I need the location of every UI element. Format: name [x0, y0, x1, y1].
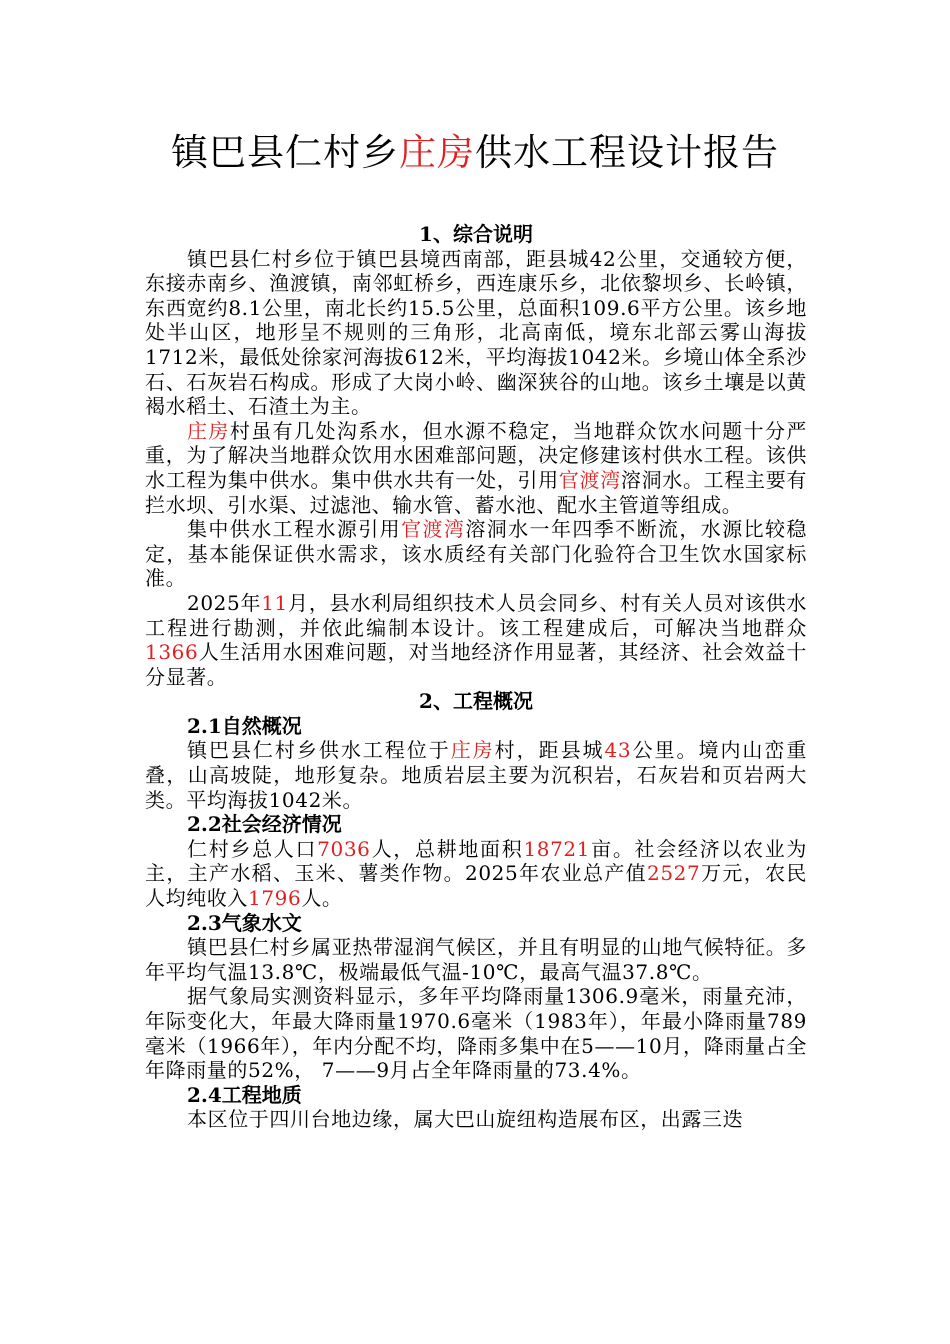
section-2-3-heading: 2.3气象水文 — [187, 910, 302, 935]
income-value: 1796 — [248, 886, 302, 911]
output-value: 2527 — [647, 861, 701, 886]
farmland-value: 18721 — [523, 836, 591, 861]
water-source-name: 官渡湾 — [401, 517, 466, 542]
section-2-4-heading: 2.4工程地质 — [187, 1082, 302, 1107]
section-2-1-paragraph: 镇巴县仁村乡供水工程位于庄房村，距县城43公里。境内山峦重叠，山高坡陡，地形复杂。地质岩层主要为沉积岩，石灰岩和页岩两大类。平均海拔1042米。 — [145, 738, 807, 812]
title-part1: 镇巴县仁村乡 — [171, 131, 399, 174]
section-2-3-paragraph-2: 据气象局实测资料显示，多年平均降雨量1306.9毫米，雨量充沛，年际变化大，年最大降雨量1970.6毫米（1983年），年最小降雨量789毫米（1966年），年内分配不均，降雨多集中在5——10月，降雨量占全年降雨量的52%， 7——9月占全年降雨量的73.4%。 — [145, 984, 807, 1083]
population-value: 7036 — [317, 836, 371, 861]
beneficiary-count: 1366 — [145, 640, 199, 665]
section-2-2-paragraph: 仁村乡总人口7036人，总耕地面积18721亩。社会经济以农业为主，主产水稻、玉米、薯类作物。2025年农业总产值2527万元，农民人均纯收入1796人。 — [145, 836, 808, 911]
section-2-3-paragraph-1: 镇巴县仁村乡属亚热带湿润气候区，并且有明显的山地气候特征。多年平均气温13.8℃，极端最低气温-10℃，最高气温37.8℃。 — [145, 935, 807, 984]
section-2-2-heading: 2.2社会经济情况 — [187, 812, 342, 837]
distance-value: 43 — [604, 738, 632, 763]
section-1-paragraph-4: 2025年11月，县水利局组织技术人员会同乡、村有关人员对该供水工程进行勘测，并依此编制本设计。该工程建成后，可解决当地群众1366人生活用水困难问题，对当地经济作用显著，其经济、社会效益十分显著。 — [145, 590, 807, 689]
section-1-paragraph-3: 集中供水工程水源引用官渡湾溶洞水一年四季不断流，水源比较稳定，基本能保证供水需求，该水质经有关部门化验符合卫生饮水国家标准。 — [145, 517, 808, 591]
section-1-paragraph-1: 镇巴县仁村乡位于镇巴县境西南部，距县城42公里，交通较方便，东接赤南乡、渔渡镇，南邻虹桥乡，西连康乐乡，北依黎坝乡、长岭镇，东西宽约8.1公里，南北长约15.5公里，总面积109.6平方公里。该乡地处半山区，地形呈不规则的三角形，北高南低，境东北部云雾山海拔1712米，最低处徐家河海拔612米，平均海拔1042米。乡境山体全系沙石、石灰岩石构成。形成了大岗小岭、幽深狭谷的山地。该乡土壤是以黄褐水稻土、石渣土为主。 — [145, 246, 807, 419]
document-title — [0, 128, 950, 178]
section-2-heading: 2、工程概况 — [419, 689, 533, 714]
survey-month: 11 — [261, 590, 288, 615]
document-body — [145, 222, 807, 1132]
section-1-heading: 1、综合说明 — [419, 222, 533, 246]
section-2-4-paragraph: 本区位于四川台地边缘，属大巴山旋纽构造展布区，出露三迭 — [187, 1107, 744, 1132]
water-source-name: 官渡湾 — [558, 467, 621, 492]
village-name: 庄房 — [450, 738, 495, 763]
village-name: 庄房 — [187, 418, 230, 443]
section-2-1-heading: 2.1自然概况 — [187, 713, 302, 738]
title-part2: 供水工程设计报告 — [475, 131, 779, 174]
section-1-paragraph-2: 庄房村虽有几处沟系水，但水源不稳定，当地群众饮水问题十分严重，为了解决当地群众饮用水困难部问题，决定修建该村供水工程。该供水工程为集中供水。集中供水共有一处，引用官渡湾溶洞水。工程主要有拦水坝、引水渠、过滤池、输水管、蓄水池、配水主管道等组成。 — [145, 418, 808, 517]
title-highlight: 庄房 — [399, 131, 475, 174]
